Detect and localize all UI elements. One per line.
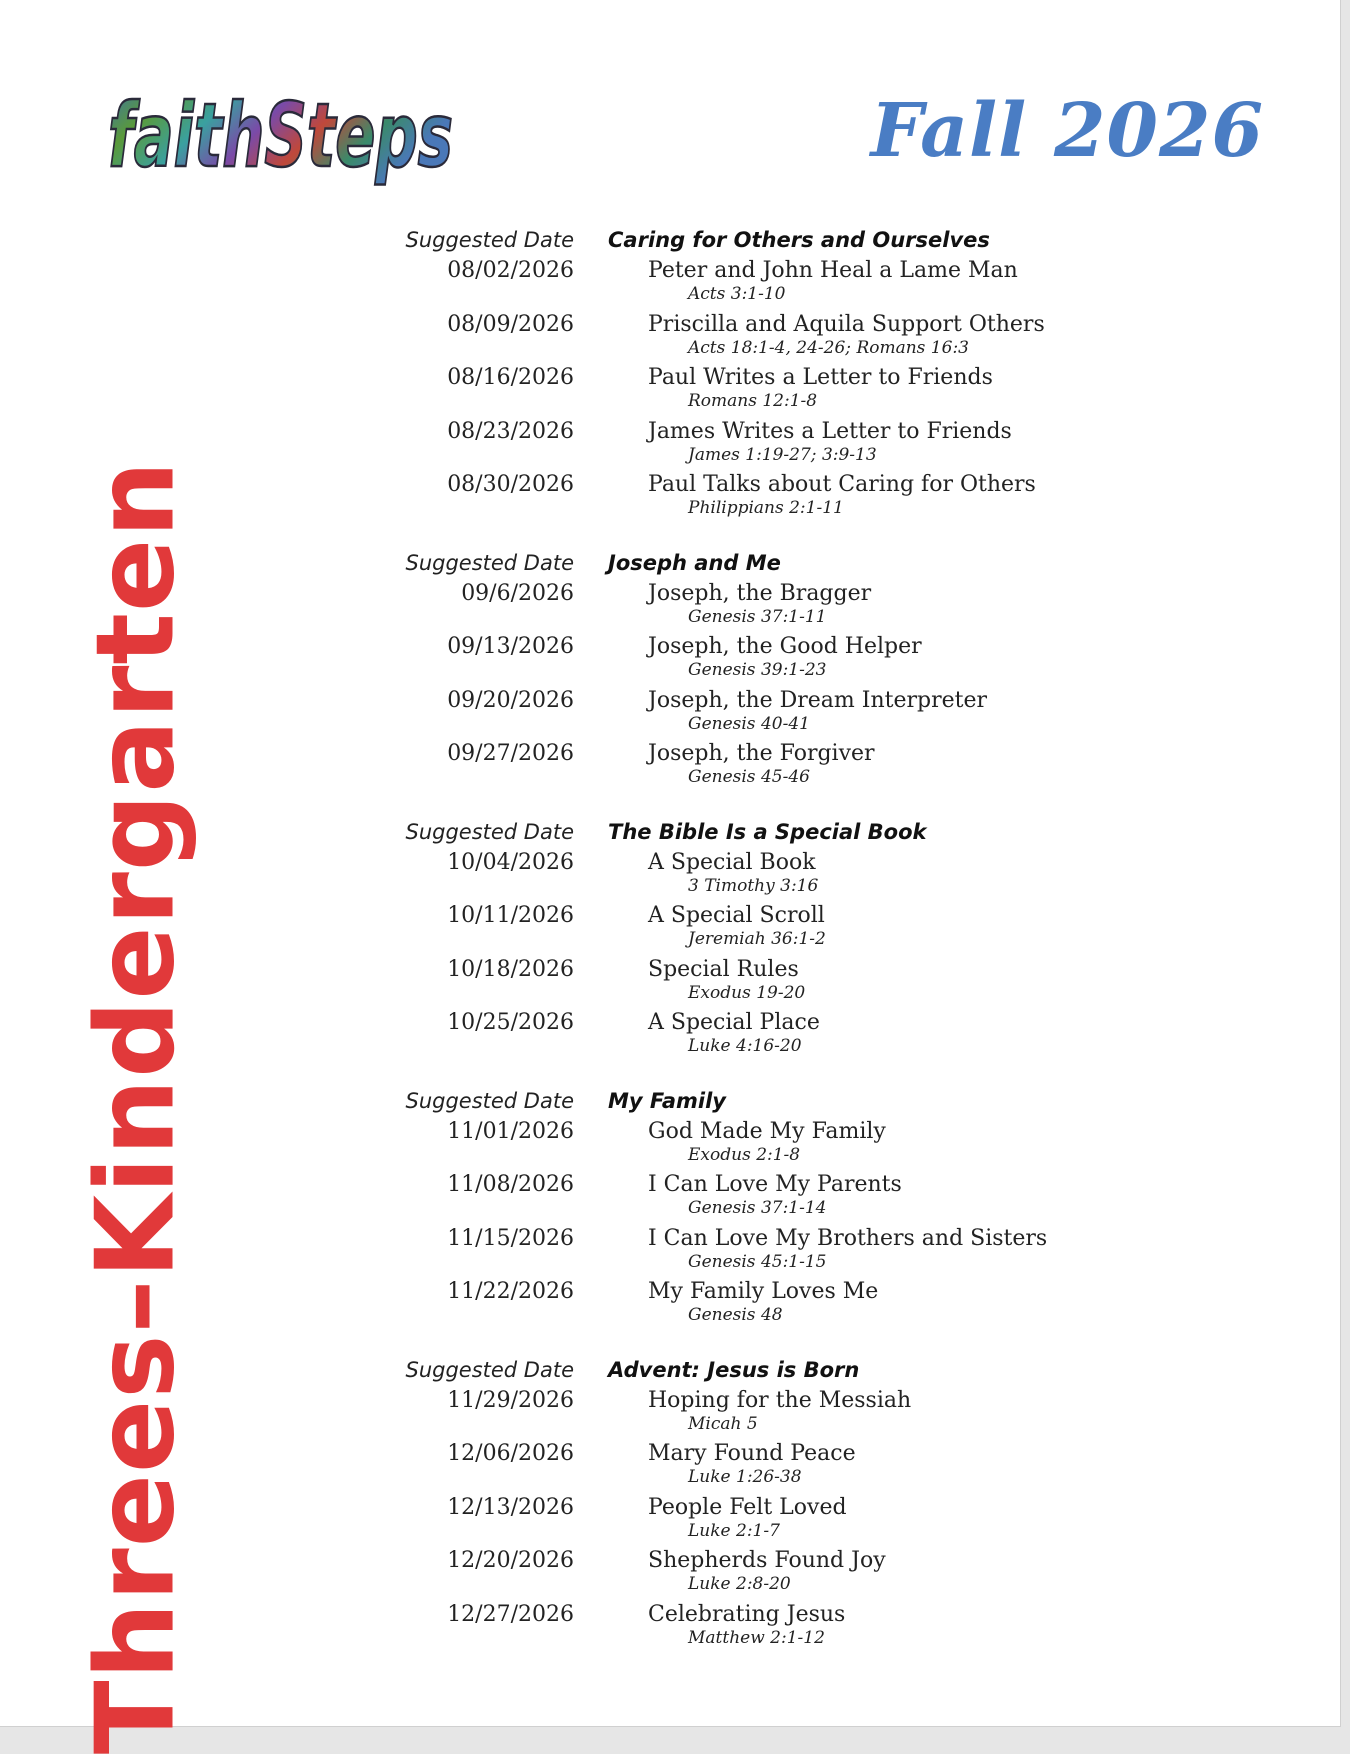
unit-section (370, 1356, 1070, 1656)
lesson-date: 10/11/2026 (447, 903, 574, 928)
suggested-date-label: Suggested Date (405, 550, 574, 575)
scripture-reference: Genesis 37:1-11 (688, 606, 827, 627)
scripture-reference: Luke 4:16-20 (688, 1036, 802, 1056)
lesson-row (370, 419, 1070, 473)
lesson-row (370, 1119, 1070, 1173)
lesson-row (370, 472, 1070, 526)
unit-title: The Bible Is a Special Book (608, 819, 927, 844)
lesson-title: Paul Talks about Caring for Others (648, 472, 1036, 497)
scripture-reference: Genesis 48 (688, 1305, 783, 1325)
lesson-date: 08/30/2026 (447, 472, 574, 497)
lesson-row (370, 258, 1070, 312)
scripture-reference: Luke 2:1-7 (688, 1520, 780, 1541)
lesson-date: 11/29/2026 (447, 1387, 574, 1413)
lesson-date: 12/20/2026 (447, 1548, 574, 1573)
scripture-reference: Genesis 45:1-15 (688, 1251, 827, 1272)
lesson-schedule (370, 226, 1070, 1678)
lesson-title: Special Rules (648, 956, 799, 982)
lesson-row (370, 1548, 1070, 1602)
unit-header (370, 1356, 1070, 1388)
unit-title: Caring for Others and Ourselves (608, 228, 990, 252)
scripture-reference: Genesis 45-46 (688, 767, 810, 787)
lesson-title: Joseph, the Dream Interpreter (648, 687, 988, 713)
lesson-title: Hoping for the Messiah (648, 1387, 912, 1413)
lesson-title: Priscilla and Aquila Support Others (648, 311, 1045, 337)
unit-title: Joseph and Me (608, 550, 781, 575)
lesson-row (370, 1495, 1070, 1549)
lesson-row (370, 581, 1070, 635)
lesson-date: 11/08/2026 (447, 1172, 574, 1197)
lesson-date: 12/27/2026 (447, 1601, 574, 1627)
lesson-row (370, 741, 1070, 795)
lesson-row (370, 903, 1070, 957)
lesson-date: 12/13/2026 (447, 1494, 574, 1520)
lesson-date: 08/16/2026 (447, 365, 574, 390)
lesson-title: My Family Loves Me (648, 1279, 879, 1304)
lesson-row (370, 957, 1070, 1011)
lesson-row (370, 1602, 1070, 1656)
scripture-reference: Philippians 2:1-11 (688, 498, 844, 518)
lesson-date: 10/04/2026 (447, 849, 574, 875)
lesson-date: 10/18/2026 (447, 956, 574, 982)
unit-header (370, 549, 1070, 581)
scripture-reference: Micah 5 (688, 1413, 758, 1434)
lesson-date: 10/25/2026 (447, 1010, 574, 1035)
lesson-row (370, 365, 1070, 419)
unit-header (370, 818, 1070, 850)
scripture-reference: Exodus 19-20 (688, 982, 806, 1003)
faithsteps-logo (104, 74, 464, 204)
lesson-title: I Can Love My Parents (648, 1172, 902, 1197)
suggested-date-label: Suggested Date (405, 1088, 574, 1113)
age-group-title: Threes–Kindergarten (73, 459, 199, 1754)
lesson-row (370, 1279, 1070, 1333)
lesson-row (370, 1441, 1070, 1495)
scripture-reference: Matthew 2:1-12 (688, 1627, 825, 1648)
scripture-reference: Acts 18:1-4, 24-26; Romans 16:3 (688, 337, 969, 358)
unit-section (370, 818, 1070, 1064)
unit-title: Advent: Jesus is Born (608, 1357, 860, 1382)
lesson-date: 08/02/2026 (447, 258, 574, 283)
scripture-reference: James 1:19-27; 3:9-13 (688, 444, 877, 465)
unit-header (370, 1087, 1070, 1119)
unit-section (370, 226, 1070, 526)
lesson-row (370, 1226, 1070, 1280)
scripture-reference: Genesis 37:1-14 (688, 1198, 827, 1218)
lesson-date: 09/27/2026 (447, 741, 574, 766)
lesson-title: A Special Place (648, 1010, 820, 1035)
lesson-title: Shepherds Found Joy (648, 1548, 886, 1573)
scripture-reference: Jeremiah 36:1-2 (688, 929, 826, 949)
scripture-reference: Genesis 40-41 (688, 713, 810, 734)
lesson-date: 11/01/2026 (447, 1118, 574, 1144)
suggested-date-label: Suggested Date (405, 1357, 574, 1382)
svg-text:faithSteps: faithSteps (108, 84, 453, 187)
lesson-date: 09/20/2026 (447, 687, 574, 713)
lesson-title: Joseph, the Forgiver (648, 741, 875, 766)
scripture-reference: Romans 12:1-8 (688, 391, 818, 411)
scripture-reference: 3 Timothy 3:16 (688, 875, 819, 896)
lesson-row (370, 1172, 1070, 1226)
lesson-title: Paul Writes a Letter to Friends (648, 365, 993, 390)
unit-title: My Family (608, 1088, 726, 1113)
scripture-reference: Genesis 39:1-23 (688, 660, 827, 680)
suggested-date-label: Suggested Date (405, 228, 574, 252)
lesson-row (370, 850, 1070, 904)
season-title: Fall 2026 (870, 88, 1264, 174)
lesson-date: 11/15/2026 (447, 1225, 574, 1251)
lesson-title: Mary Found Peace (648, 1441, 856, 1466)
lesson-title: A Special Scroll (648, 903, 825, 928)
lesson-title: Joseph, the Good Helper (648, 634, 922, 659)
scripture-reference: Luke 2:8-20 (688, 1574, 791, 1594)
lesson-row (370, 1010, 1070, 1064)
lesson-title: James Writes a Letter to Friends (648, 418, 1012, 444)
lesson-date: 09/6/2026 (461, 580, 574, 606)
unit-header (370, 226, 1070, 258)
scripture-reference: Luke 1:26-38 (688, 1467, 802, 1487)
lesson-row (370, 634, 1070, 688)
lesson-title: Peter and John Heal a Lame Man (648, 258, 1018, 283)
lesson-title: I Can Love My Brothers and Sisters (648, 1225, 1048, 1251)
lesson-date: 12/06/2026 (447, 1441, 574, 1466)
scripture-reference: Exodus 2:1-8 (688, 1144, 801, 1165)
lesson-title: Celebrating Jesus (648, 1601, 846, 1627)
lesson-title: People Felt Loved (648, 1494, 847, 1520)
suggested-date-label: Suggested Date (405, 819, 574, 844)
lesson-title: Joseph, the Bragger (648, 580, 872, 606)
unit-section (370, 1087, 1070, 1333)
lesson-title: God Made My Family (648, 1118, 886, 1144)
lesson-row (370, 1388, 1070, 1442)
lesson-date: 08/23/2026 (447, 418, 574, 444)
lesson-row (370, 688, 1070, 742)
lesson-date: 08/09/2026 (447, 311, 574, 337)
lesson-title: A Special Book (648, 849, 816, 875)
lesson-date: 09/13/2026 (447, 634, 574, 659)
lesson-date: 11/22/2026 (447, 1279, 574, 1304)
lesson-row (370, 312, 1070, 366)
unit-section (370, 549, 1070, 795)
scripture-reference: Acts 3:1-10 (688, 284, 786, 304)
